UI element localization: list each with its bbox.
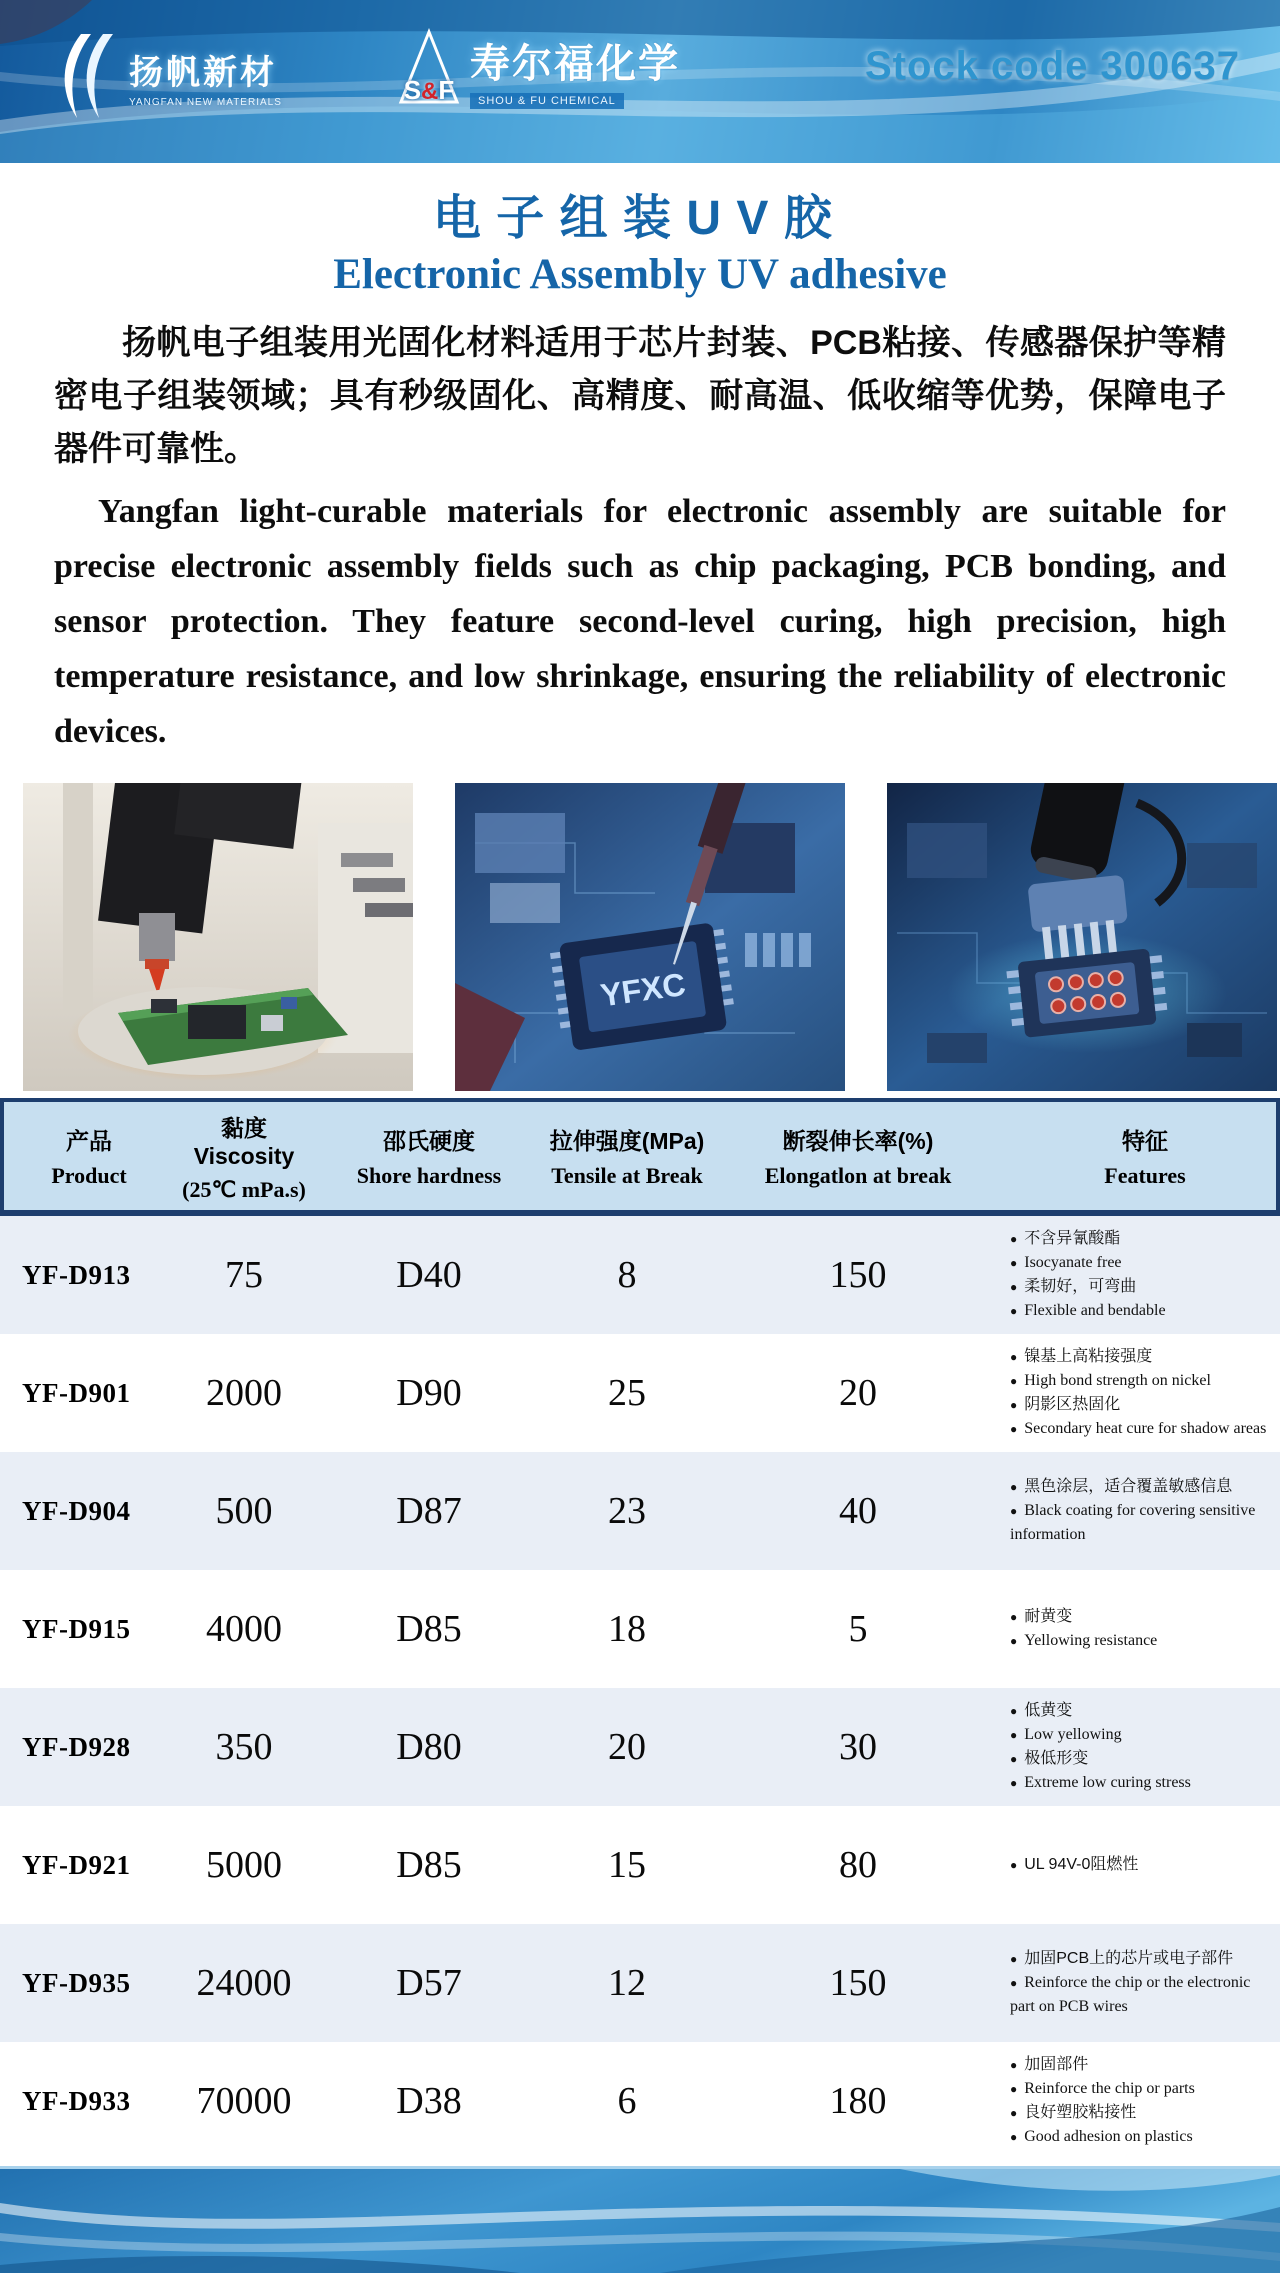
feature-text: 低黄变: [1024, 1702, 1073, 1719]
table-row: [0, 1806, 1280, 1924]
tensile-cell: 25: [608, 1372, 646, 1414]
bullet-icon: ●: [1010, 2106, 1018, 2120]
feature-text: Secondary heat cure for shadow areas: [1024, 1420, 1267, 1437]
feature-line: [1010, 2053, 1274, 2077]
feature-line: [1010, 1369, 1274, 1393]
elongation-cell: 40: [839, 1490, 877, 1532]
features-cell: [1010, 1334, 1280, 1452]
photo-needle-yfxc-chip: [455, 783, 845, 1091]
feature-text: Reinforce the chip or parts: [1024, 2080, 1195, 2097]
spec-table: [0, 1098, 1280, 2160]
bullet-icon: ●: [1010, 1610, 1018, 1624]
hardness-cell: D57: [396, 1962, 462, 2004]
feature-line: [1010, 1699, 1274, 1723]
bullet-icon: ●: [1010, 1634, 1018, 1648]
feature-line: [1010, 1723, 1274, 1747]
elongation-cell: 180: [829, 2080, 887, 2122]
chip-label: YFXC: [598, 965, 688, 1014]
feature-line: [1010, 1747, 1274, 1771]
product-cell: YF-D904: [22, 1495, 131, 1526]
product-cell: YF-D921: [22, 1849, 131, 1880]
feature-text: 良好塑胶粘接性: [1024, 2104, 1137, 2121]
sf-mark: S&F: [403, 75, 455, 105]
feature-text: 加固部件: [1024, 2056, 1089, 2073]
tensile-cell: 18: [608, 1608, 646, 1650]
table-row: [0, 1688, 1280, 1806]
feature-text: Reinforce the chip or the electronic part on PCB wires: [1010, 1974, 1251, 2015]
feature-text: 极低形变: [1024, 1750, 1089, 1767]
table-row: [0, 1924, 1280, 2042]
feature-line: [1010, 1947, 1274, 1971]
viscosity-cell: 4000: [206, 1608, 282, 1650]
feature-line: [1010, 1251, 1274, 1275]
bullet-icon: ●: [1010, 1704, 1018, 1718]
viscosity-cell: 24000: [196, 1962, 292, 2004]
hardness-cell: D85: [396, 1608, 462, 1650]
feature-line: [1010, 1853, 1274, 1877]
banner: [0, 0, 1280, 163]
bullet-icon: ●: [1010, 1776, 1018, 1790]
elongation-cell: 20: [839, 1372, 877, 1414]
bullet-icon: ●: [1010, 1952, 1018, 1966]
bullet-icon: ●: [1010, 1480, 1018, 1494]
feature-line: [1010, 1771, 1274, 1795]
stock-code: Stock code 300637: [865, 44, 1240, 88]
col-header-elongation: 断裂伸长率(%) Elongatlon at break: [764, 1128, 952, 1188]
viscosity-cell: 500: [215, 1490, 273, 1532]
hardness-cell: D40: [396, 1254, 462, 1296]
shoufu-logo-zh: 寿尔福化学: [470, 41, 680, 86]
feature-text: Flexible and bendable: [1024, 1302, 1166, 1319]
product-cell: YF-D928: [22, 1731, 131, 1762]
col-header-features: 特征 Features: [1104, 1128, 1186, 1188]
product-cell: YF-D915: [22, 1613, 131, 1644]
viscosity-cell: 350: [215, 1726, 273, 1768]
feature-line: [1010, 1629, 1274, 1653]
bullet-icon: ●: [1010, 1232, 1018, 1246]
feature-text: High bond strength on nickel: [1024, 1372, 1211, 1389]
bullet-icon: ●: [1010, 1728, 1018, 1742]
footer-wave-band: [0, 2166, 1280, 2273]
bullet-icon: ●: [1010, 1398, 1018, 1412]
feature-text: 加固PCB上的芯片或电子部件: [1024, 1950, 1234, 1967]
sf-triangle-icon: [398, 28, 460, 112]
feature-line: [1010, 1605, 1274, 1629]
feature-line: [1010, 1275, 1274, 1299]
feature-text: Yellowing resistance: [1024, 1632, 1158, 1649]
features-cell: [1010, 1688, 1280, 1806]
bullet-icon: ●: [1010, 1280, 1018, 1294]
elongation-cell: 150: [829, 1962, 887, 2004]
tensile-cell: 8: [617, 1254, 637, 1296]
intro-paragraph-zh: 扬帆电子组装用光固化材料适用于芯片封装、PCB粘接、传感器保护等精密电子组装领域；具有秒级固化、高精度、耐高温、低收缩等优势，保障电子器件可靠性。: [54, 324, 1226, 468]
table-row: [0, 1452, 1280, 1570]
title-en: Electronic Assembly UV adhesive: [333, 251, 947, 298]
hardness-cell: D80: [396, 1726, 462, 1768]
feature-text: 黑色涂层，适合覆盖敏感信息: [1024, 1478, 1233, 1495]
tensile-cell: 23: [608, 1490, 646, 1532]
bullet-icon: ●: [1010, 1350, 1018, 1364]
feature-line: [1010, 1475, 1274, 1499]
col-header-product: 产品 Product: [51, 1128, 127, 1188]
bullet-icon: ●: [1010, 1256, 1018, 1270]
hardness-cell: D38: [396, 2080, 462, 2122]
bullet-icon: ●: [1010, 2130, 1018, 2144]
viscosity-cell: 70000: [196, 2080, 292, 2122]
elongation-cell: 80: [839, 1844, 877, 1886]
bullet-icon: ●: [1010, 2058, 1018, 2072]
bullet-icon: ●: [1010, 1976, 1018, 1990]
feature-line: [1010, 1499, 1274, 1547]
photo-dispensing-machine: [23, 783, 413, 1091]
shoufu-logo: [398, 28, 680, 112]
bullet-icon: ●: [1010, 1304, 1018, 1318]
feature-line: [1010, 1227, 1274, 1251]
features-cell: [1010, 1806, 1280, 1924]
product-cell: YF-D901: [22, 1377, 131, 1408]
feature-text: Extreme low curing stress: [1024, 1774, 1191, 1791]
features-cell: [1010, 1216, 1280, 1334]
feature-text: 柔韧好，可弯曲: [1024, 1278, 1137, 1295]
feature-line: [1010, 2125, 1274, 2149]
hardness-cell: D90: [396, 1372, 462, 1414]
tensile-cell: 12: [608, 1962, 646, 2004]
feature-text: UL 94V-0阻燃性: [1024, 1856, 1139, 1873]
table-row: [0, 1570, 1280, 1688]
feature-text: Low yellowing: [1024, 1726, 1122, 1743]
table-header-row: [0, 1098, 1280, 1216]
product-cell: YF-D935: [22, 1967, 131, 1998]
title-zh: 电子组装UV胶: [432, 192, 848, 245]
elongation-cell: 30: [839, 1726, 877, 1768]
feature-text: Isocyanate free: [1024, 1254, 1122, 1271]
tensile-cell: 20: [608, 1726, 646, 1768]
col-header-shore-hardness: 邵氏硬度 Shore hardness: [356, 1128, 502, 1188]
yangfan-logo: [55, 30, 282, 122]
feature-line: [1010, 1393, 1274, 1417]
product-cell: YF-D933: [22, 2085, 131, 2116]
hardness-cell: D87: [396, 1490, 462, 1532]
product-cell: YF-D913: [22, 1259, 131, 1290]
features-cell: [1010, 1452, 1280, 1570]
feature-line: [1010, 1345, 1274, 1369]
feature-text: Black coating for covering sensitive information: [1010, 1502, 1256, 1543]
table-row: [0, 1216, 1280, 1334]
product-photos: [0, 783, 1280, 1091]
elongation-cell: 5: [848, 1608, 868, 1650]
bullet-icon: ●: [1010, 1504, 1018, 1518]
tensile-cell: 6: [617, 2080, 637, 2122]
shoufu-logo-en: SHOU & FU CHEMICAL: [470, 93, 624, 109]
viscosity-cell: 2000: [206, 1372, 282, 1414]
intro-paragraph-en: Yangfan light-curable materials for electronic assembly are suitable for precise electronic assembly fields such as chip packaging, PCB bonding, and sensor protection. They feature second-level curing, high precision, high temperature resistance, and low shrinkage, ensuring the reliability of electronic devices.: [54, 493, 1226, 750]
feature-line: [1010, 2101, 1274, 2125]
features-cell: [1010, 1570, 1280, 1688]
bullet-icon: ●: [1010, 1752, 1018, 1766]
viscosity-cell: 5000: [206, 1844, 282, 1886]
feature-text: 镍基上高粘接强度: [1024, 1348, 1153, 1365]
bullet-icon: ●: [1010, 1374, 1018, 1388]
feature-text: 不含异氰酸酯: [1024, 1230, 1121, 1247]
yangfan-sails-icon: [55, 30, 119, 122]
col-header-tensile: 拉伸强度(MPa) Tensile at Break: [549, 1128, 705, 1188]
hardness-cell: D85: [396, 1844, 462, 1886]
photo-probe-bonding-chip: [887, 783, 1277, 1091]
feature-line: [1010, 1971, 1274, 2019]
features-cell: [1010, 2042, 1280, 2160]
tensile-cell: 15: [608, 1844, 646, 1886]
feature-text: Good adhesion on plastics: [1024, 2128, 1193, 2145]
feature-text: 耐黄变: [1024, 1608, 1073, 1625]
table-row: [0, 2042, 1280, 2160]
feature-line: [1010, 1299, 1274, 1323]
yangfan-logo-zh: 扬帆新材: [129, 53, 277, 92]
feature-line: [1010, 1417, 1274, 1441]
table-body: [0, 1216, 1280, 2160]
yangfan-logo-en: YANGFAN NEW MATERIALS: [129, 96, 282, 108]
feature-line: [1010, 2077, 1274, 2101]
bullet-icon: ●: [1010, 1858, 1018, 1872]
viscosity-cell: 75: [225, 1254, 263, 1296]
elongation-cell: 150: [829, 1254, 887, 1296]
table-row: [0, 1334, 1280, 1452]
col-header-viscosity: 黏度Viscosity (25℃ mPa.s): [182, 1114, 306, 1202]
features-cell: [1010, 1924, 1280, 2042]
bullet-icon: ●: [1010, 2082, 1018, 2096]
feature-text: 阴影区热固化: [1024, 1396, 1121, 1413]
bullet-icon: ●: [1010, 1422, 1018, 1436]
